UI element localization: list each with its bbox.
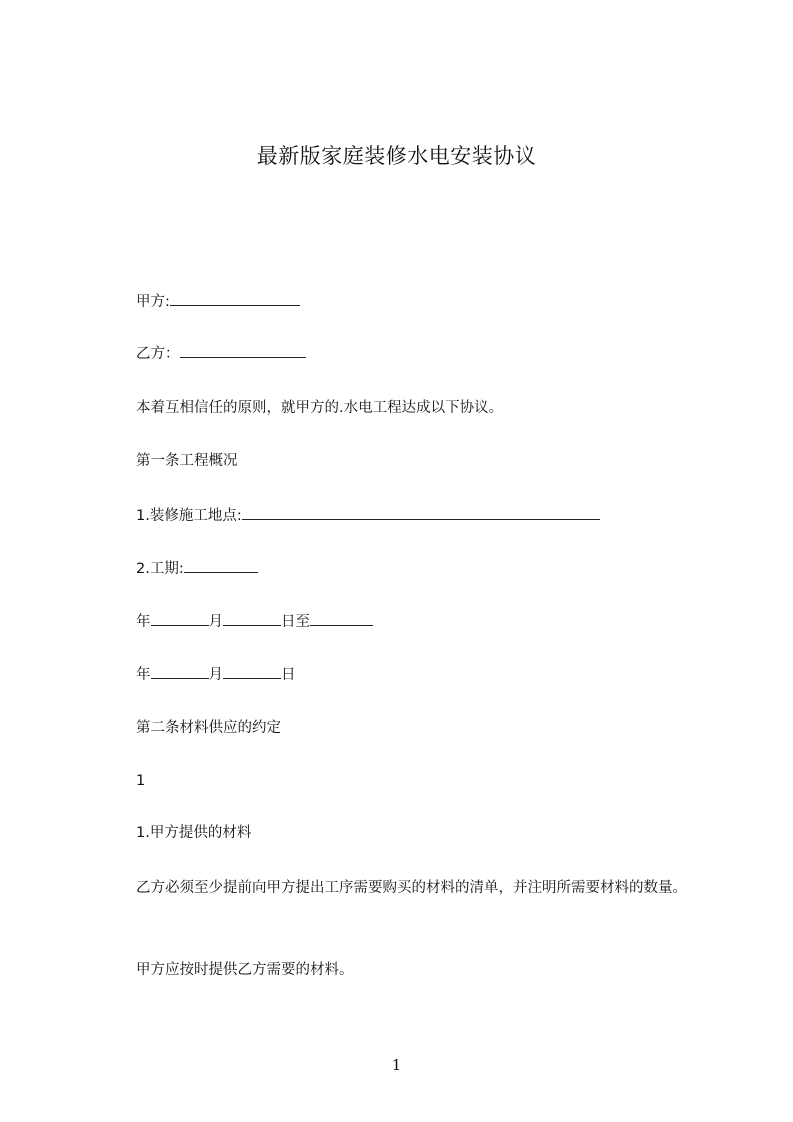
period-label: 2.工期:: [136, 561, 184, 577]
date-to-year-blank2: [151, 664, 209, 679]
site-label: 1.装修施工地点:: [136, 508, 242, 524]
date-from-day: 日至: [281, 614, 310, 630]
date-from-year-blank: [151, 611, 209, 626]
date-to-line: [136, 664, 296, 685]
item1-paragraph-1: 乙方必须至少提前向甲方提出工序需要购买的材料的清单，并注明所需要材料的数量。: [136, 880, 687, 896]
period-blank: [184, 558, 258, 573]
site-line: [136, 505, 600, 526]
date-to-day: 日: [281, 667, 296, 683]
date-from-month-blank: [223, 611, 281, 626]
article2-heading: 第二条材料供应的约定: [136, 720, 281, 736]
site-blank: [242, 505, 600, 520]
list-marker: 1: [136, 773, 146, 789]
date-to-month-blank: [223, 664, 281, 679]
party-b-label: 乙方：: [136, 346, 180, 362]
document-title: 最新版家庭装修水电安装协议: [256, 144, 537, 168]
date-from-year: 年: [136, 614, 151, 630]
date-to-year: 年: [136, 667, 151, 683]
date-from-line: [136, 611, 373, 632]
party-b-blank: [180, 343, 306, 358]
page-number: 1: [391, 1056, 402, 1074]
party-a-line: [136, 291, 300, 312]
party-a-blank: [170, 291, 300, 306]
date-from-month: 月: [208, 614, 223, 630]
article1-heading: 第一条工程概况: [136, 453, 238, 469]
period-line: [136, 558, 258, 579]
party-a-label: 甲方:: [136, 294, 170, 310]
item1-heading: 1.甲方提供的材料: [136, 825, 252, 841]
party-b-line: [136, 343, 306, 364]
intro-text: 本着互相信任的原则，就甲方的.水电工程达成以下协议。: [136, 400, 504, 416]
date-to-month: 月: [208, 667, 223, 683]
date-to-year-blank: [310, 611, 373, 626]
item1-paragraph-2: 甲方应按时提供乙方需要的材料。: [136, 962, 354, 978]
